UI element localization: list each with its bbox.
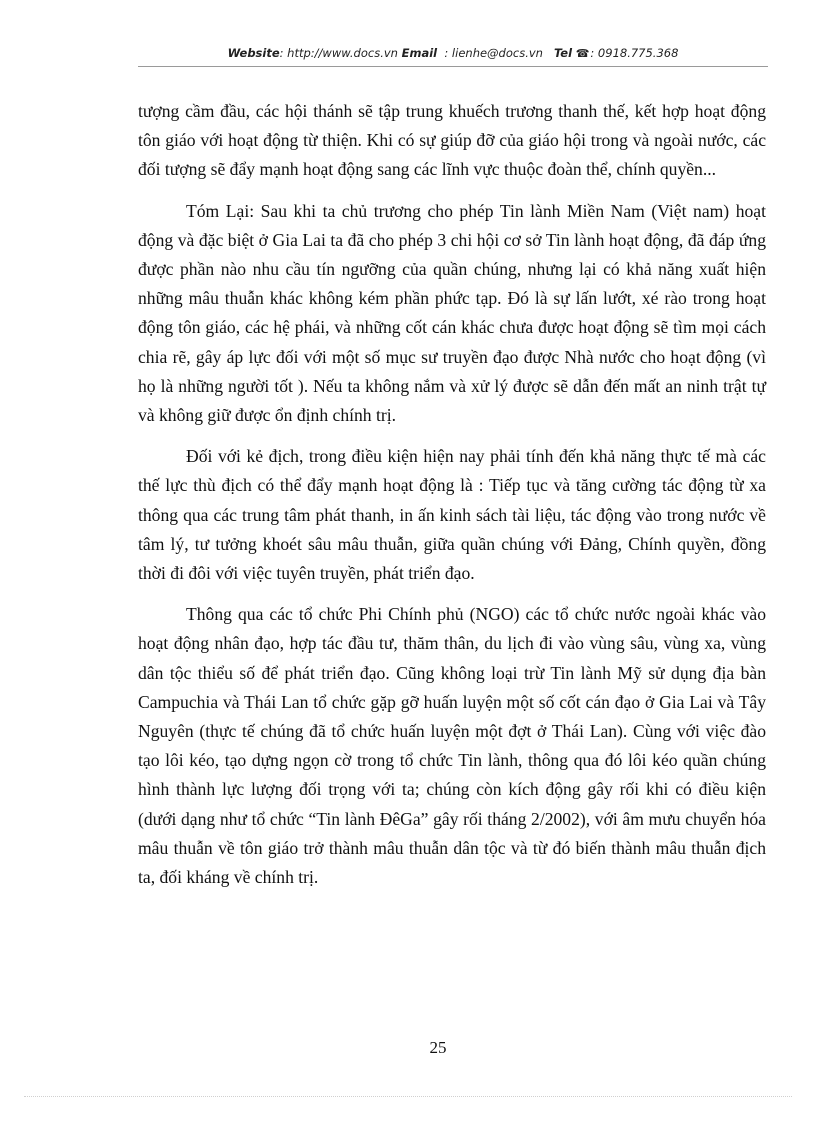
- paragraph-ke-dich: Đối với kẻ địch, trong điều kiện hiện nay phải tính đến khả năng thực tế mà các thế lực thù địch có thể đẩy mạnh hoạt động là : Tiếp tục và tăng cường tác động từ xa thông qua các trung tâm phát thanh, in ấn kinh sách tài liệu, tác động vào trong nước về tâm lý, tư tưởng khoét sâu mâu thuẫn, giữa quần chúng với Đảng, Chính quyền, đồng thời đi đôi với việc tuyên truyền, phát triển đạo.: [138, 446, 766, 584]
- phone-icon: ☎: [575, 47, 590, 60]
- page-header: [138, 46, 768, 60]
- email-value: : lienhe@docs.vn: [444, 46, 543, 60]
- tel-label: Tel: [553, 46, 573, 60]
- document-body: [138, 97, 766, 904]
- website-label: Website: [227, 46, 280, 60]
- website-value: : http://www.docs.vn: [279, 46, 398, 60]
- header-divider: [138, 66, 768, 67]
- paragraph-ngo: Thông qua các tổ chức Phi Chính phủ (NGO) các tổ chức nước ngoài khác vào hoạt động nhân đạo, hợp tác đầu tư, thăm thân, du lịch đi vào vùng sâu, vùng xa, vùng dân tộc thiểu số để phát triển đạo. Cũng không loại trừ Tin lành Mỹ sử dụng địa bàn Campuchia và Thái Lan tổ chức gặp gỡ huấn luyện một số cốt cán đạo ở Gia Lai và Tây Nguyên (thực tế chúng đã tổ chức huấn luyện một đợt ở Thái Lan). Cùng với việc đào tạo lôi kéo, tạo dựng ngọn cờ trong tổ chức Tin lành, thông qua đó lôi kéo quần chúng hình thành lực lượng đối trọng với ta; chúng còn kích động gây rối khi có điều kiện (dưới dạng như tổ chức “Tin lành ĐêGa” gây rối tháng 2/2002), với âm mưu chuyển hóa mâu thuẫn về tôn giáo trở thành mâu thuẫn dân tộc và từ đó biến thành mâu thuẫn địch ta, đối kháng về chính trị.: [138, 604, 766, 888]
- paragraph-continuation: tượng cầm đầu, các hội thánh sẽ tập trung khuếch trương thanh thế, kết hợp hoạt động tôn giáo với hoạt động từ thiện. Khi có sự giúp đỡ của giáo hội trong và ngoài nước, các đối tượng sẽ đẩy mạnh hoạt động sang các lĩnh vực thuộc đoàn thể, chính quyền...: [138, 101, 766, 180]
- page-number: 25: [429, 1038, 447, 1057]
- email-label: Email: [401, 46, 438, 60]
- footer-divider: [24, 1096, 792, 1097]
- paragraph-tom-lai: Tóm Lại: Sau khi ta chủ trương cho phép Tin lành Miền Nam (Việt nam) hoạt động và đặc biệt ở Gia Lai ta đã cho phép 3 chi hội cơ sở Tin lành hoạt động, đã đáp ứng được phần nào nhu cầu tín ngưỡng của quần chúng, nhưng lại có khả năng xuất hiện những mâu thuẫn khác không kém phần phức tạp. Đó là sự lấn lướt, xé rào trong hoạt động tôn giáo, các hệ phái, và những cốt cán khác chưa được hoạt động sẽ tìm mọi cách chia rẽ, gây áp lực đối với một số mục sư truyền đạo được Nhà nước cho hoạt động (vì họ là những người tốt ). Nếu ta không nắm và xử lý được sẽ dẫn đến mất an ninh trật tự và không giữ được ổn định chính trị.: [138, 200, 766, 426]
- tel-value: : 0918.775.368: [590, 46, 679, 60]
